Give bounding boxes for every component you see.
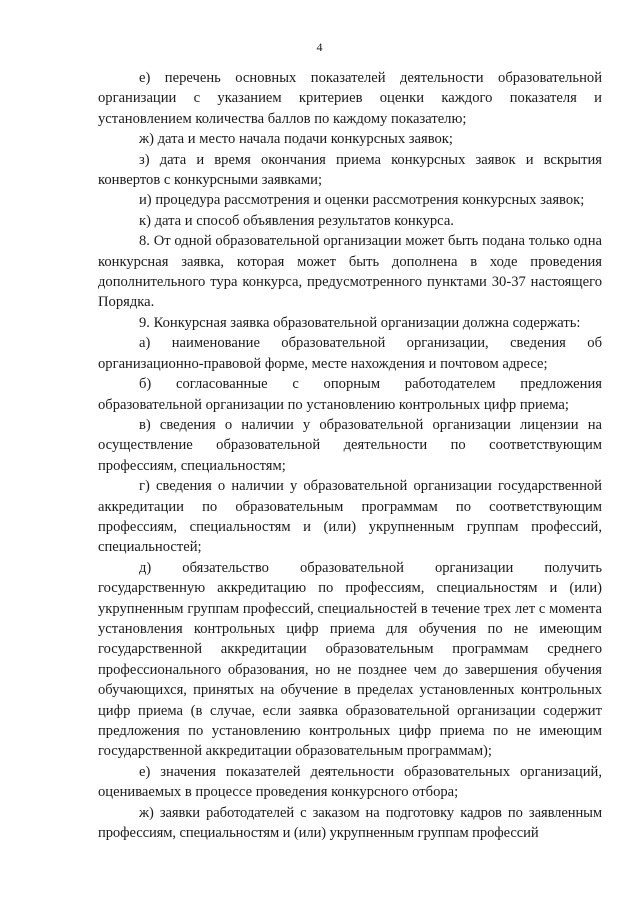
paragraph-item-d: д) обязательство образовательной организации получить государственную аккредитацию по профессиям, специальностям и (или) укрупненным группам профессий, специальностей в течение трех лет с момента установления контрольных цифр приема для обучения по не имеющим государственной аккредитации образовательным программам среднего профессионального образования, но не позднее чем до завершения обучения обучающихся, принятых на обучение в пределах установленных контрольных цифр приема (в случае, если заявка образовательной организации содержит предложения по установлению контрольных цифр приема по не имеющим государственной аккредитации образовательным программам);	[98, 559, 602, 760]
paragraph-item-i: и) процедура рассмотрения и оценки рассмотрения конкурсных заявок;	[139, 192, 585, 209]
paragraph-item-e-2: е) значения показателей деятельности образовательных организаций, оцениваемых в процессе проведения конкурсного отбора;	[98, 763, 602, 801]
paragraph-item-g: г) сведения о наличии у образовательной организации государственной аккредитации по образовательным программам по соответствующим профессиям, специальностям и (или) укрупненным группам профессий, специальностей;	[98, 478, 602, 556]
paragraph-clause-9: 9. Конкурсная заявка образовательной организации должна содержать:	[139, 314, 581, 331]
page-number: 4	[316, 40, 323, 54]
paragraph-item-a: а) наименование образовательной организации, сведения об организационно-правовой форме, месте нахождения и почтовом адресе;	[98, 335, 602, 372]
paragraph-item-zh-2: ж) заявки работодателей с заказом на подготовку кадров по заявленным профессиям, специальностям и (или) укрупненным группам профессий	[98, 804, 602, 842]
paragraph-item-v: в) сведения о наличии у образовательной организации лицензии на осуществление образовательной деятельности по соответствующим профессиям, специальностям;	[98, 416, 602, 474]
paragraph-item-z: з) дата и время окончания приема конкурсных заявок и вскрытия конвертов с конкурсными заявками;	[98, 151, 602, 189]
paragraph-item-e: е) перечень основных показателей деятельности образовательной организации с указанием критериев оценки каждого показателя и установлением количества баллов по каждому показателю;	[98, 70, 602, 127]
paragraph-item-zh: ж) дата и место начала подачи конкурсных заявок;	[139, 131, 453, 148]
paragraph-item-b: б) согласованные с опорным работодателем предложения образовательной организации по установлению контрольных цифр приема;	[98, 376, 602, 413]
paragraph-clause-8: 8. От одной образовательной организации может быть подана только одна конкурсная заявка, которая может быть дополнена в ходе проведения дополнительного тура конкурса, предусмотренного пунктами 30-37 настоящего Порядка.	[98, 233, 602, 311]
document-body	[98, 68, 602, 843]
paragraph-item-k: к) дата и способ объявления результатов конкурса.	[139, 212, 454, 229]
